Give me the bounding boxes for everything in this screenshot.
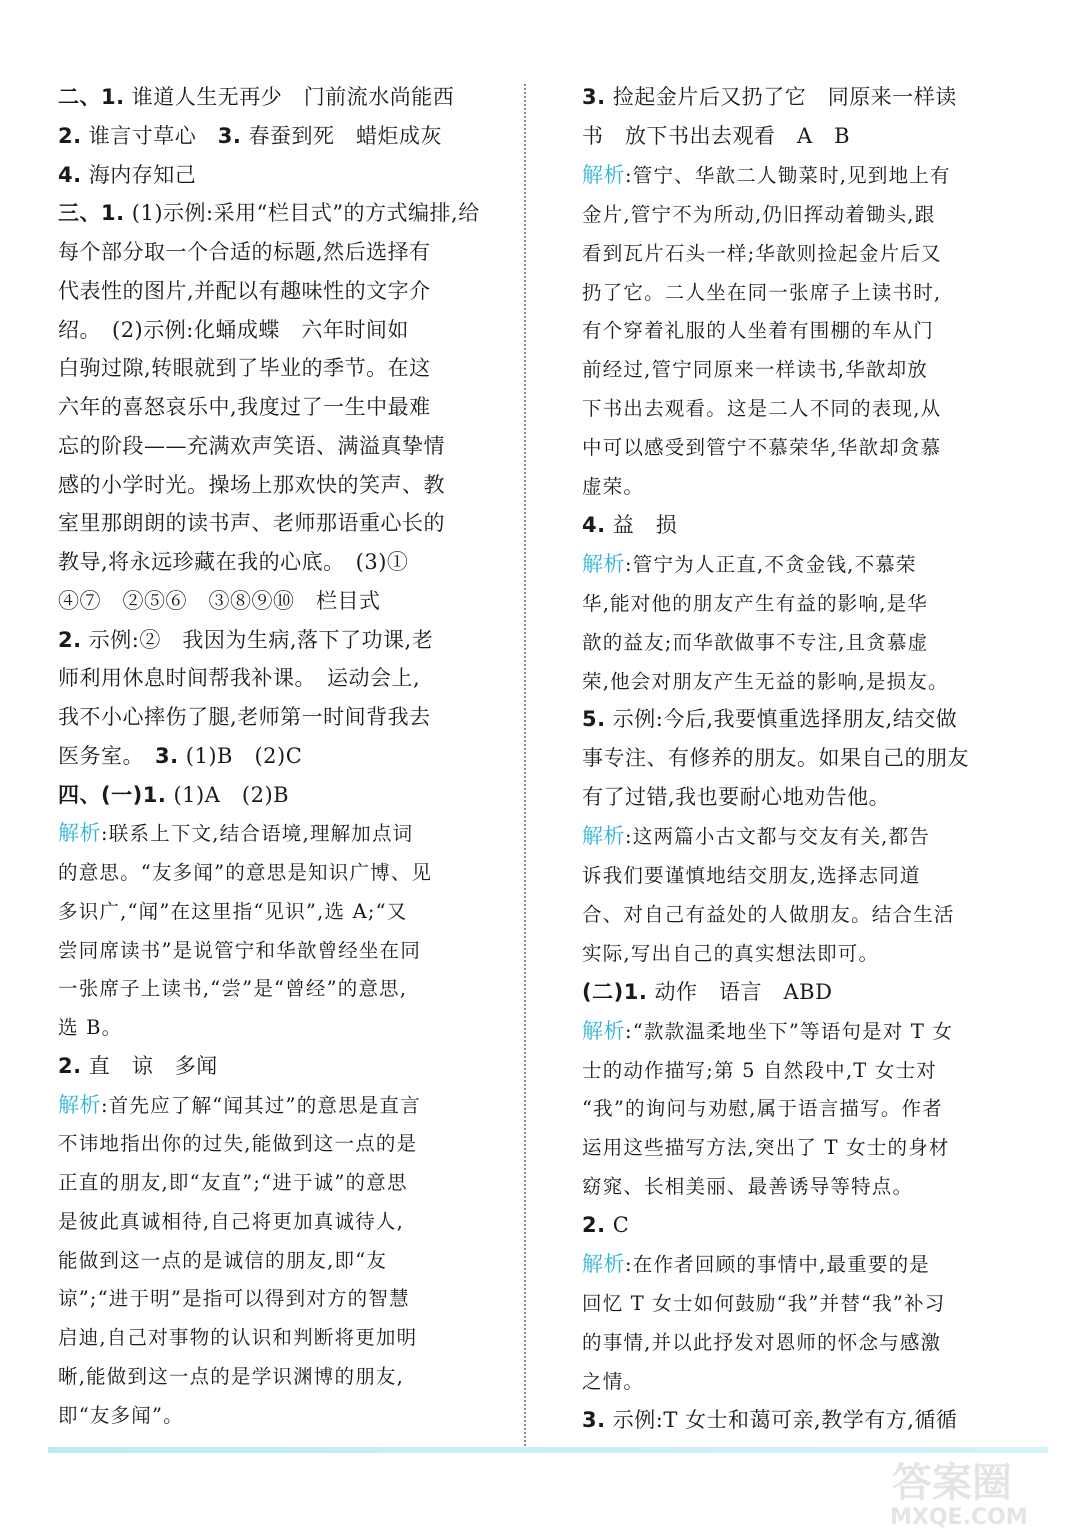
text-segment: 直 谅 多闻	[81, 1053, 218, 1078]
text-segment: (1)示例:采用“栏目式”的方式编排,给	[124, 201, 480, 226]
section-marker: 四、	[58, 782, 101, 807]
analysis-label: 解析	[582, 1018, 625, 1043]
text-line	[582, 467, 644, 506]
text-segment: 虚荣。	[582, 475, 645, 498]
text-segment: 示例:今后,我要慎重选择朋友,结交做	[605, 707, 958, 732]
text-line	[58, 311, 409, 349]
text-line	[58, 1279, 410, 1318]
question-number: 3.	[582, 1407, 606, 1432]
text-segment: 是彼此真诚相待,自己将更加真诚待人,	[58, 1209, 404, 1233]
text-line	[582, 1051, 937, 1090]
text-segment: 运用这些描写方法,突出了 T 女士的身材	[582, 1136, 950, 1160]
text-segment: :管宁为人正直,不贪金钱,不慕荣	[625, 552, 917, 576]
text-line	[58, 1357, 404, 1396]
text-segment: 每个部分取一个合适的标题,然后选择有	[58, 240, 431, 264]
question-number: 1.	[101, 85, 125, 109]
text-segment: 士的动作描写;第 5 自然段中,T 女士对	[582, 1058, 937, 1082]
column-divider	[524, 84, 526, 1446]
text-line	[58, 931, 421, 970]
text-segment: 有个穿着礼服的人坐着有围棚的车从门	[582, 319, 934, 343]
text-segment: 的事情,并以此抒发对恩师的怀念与感激	[582, 1330, 942, 1354]
text-line	[58, 737, 302, 775]
question-number: 3.	[582, 85, 606, 109]
text-segment: 我不小心摔伤了腿,老师第一时间背我去	[58, 705, 431, 729]
text-line	[58, 194, 480, 232]
text-segment: 即“友多闻”。	[58, 1403, 184, 1427]
text-segment: 正直的朋友,即“友直”;“进于诚”的意思	[58, 1171, 408, 1194]
text-segment: 荣,他会对朋友产生无益的影响,是损友。	[582, 669, 949, 693]
text-line	[58, 969, 407, 1008]
text-line	[58, 272, 431, 310]
text-segment: 代表性的图片,并配以有趣味性的文字介	[58, 278, 431, 303]
text-line	[58, 349, 431, 387]
text-segment: 回忆 T 女士如何鼓励“我”并替“我”补习	[582, 1291, 946, 1315]
text-segment: 白驹过隙,转眼就到了毕业的季节。在这	[58, 356, 431, 381]
text-line	[58, 117, 442, 155]
text-line	[582, 389, 941, 428]
text-segment: 能做到这一点的是诚信的朋友,即“友	[58, 1248, 388, 1272]
text-segment: (1)B (2)C	[178, 743, 303, 768]
text-line	[582, 1089, 943, 1128]
text-segment: 多识广,“闻”在这里指“见识”,选 A;“又	[58, 899, 408, 923]
text-segment: 扔了它。二人坐在同一张席子上读书时,	[582, 280, 942, 304]
analysis-label: 解析	[582, 551, 625, 576]
text-line	[582, 78, 957, 116]
text-segment: 医务室。	[58, 743, 155, 768]
text-segment: 春蚕到死 蜡炬成灰	[241, 123, 443, 148]
text-line	[58, 466, 445, 504]
text-segment: :管宁、华歆二人锄菜时,见到地上有	[625, 163, 951, 187]
question-number: 5.	[582, 707, 606, 732]
text-segment: :首先应了解“闻其过”的意思是直言	[101, 1093, 421, 1117]
text-segment: 室里那朗朗的读书声、老师那语重心长的	[58, 511, 445, 536]
text-line	[58, 78, 454, 116]
text-segment: 益 损	[605, 512, 678, 537]
text-segment: 下书出去观看。这是二人不同的表现,从	[582, 397, 942, 421]
text-segment: C	[605, 1213, 630, 1238]
text-line	[582, 1401, 957, 1439]
text-line	[582, 817, 930, 856]
text-line	[58, 543, 408, 581]
text-segment: 捡起金片后又扔了它 同原来一样读	[605, 85, 957, 109]
text-segment: 书 放下书出去观看 A B	[582, 123, 851, 148]
text-line	[582, 623, 928, 662]
question-number: 2.	[58, 123, 82, 148]
text-line	[58, 388, 431, 426]
text-segment: 师利用休息时间帮我补课。 运动会上,	[58, 666, 421, 691]
text-line	[58, 1047, 218, 1085]
text-line	[58, 1318, 417, 1357]
text-line	[582, 856, 921, 895]
text-line	[58, 1086, 421, 1125]
text-segment: 海内存知己	[81, 162, 197, 187]
text-segment: 启迪,自己对事物的认识和判断将更加明	[58, 1326, 418, 1349]
text-line	[582, 1128, 950, 1167]
text-line	[58, 1202, 404, 1241]
text-segment: 尝同席读书”是说管宁和华歆曾经坐在同	[58, 938, 422, 962]
text-line	[58, 698, 431, 736]
section-marker: (一)	[101, 782, 143, 807]
text-line	[582, 700, 957, 738]
text-line	[582, 156, 951, 195]
text-segment: 有了过错,我也要耐心地劝告他。	[582, 785, 891, 810]
text-segment: 忘的阶段——充满欢声笑语、满溢真挚情	[58, 433, 445, 458]
text-segment: 中可以感受到管宁不慕荣华,华歆却贪慕	[582, 436, 942, 460]
question-number: 4.	[58, 162, 82, 187]
question-number: 1.	[142, 782, 167, 807]
text-segment: 实际,写出自己的真实想法即可。	[582, 941, 880, 965]
text-line	[582, 350, 928, 389]
analysis-label: 解析	[58, 821, 101, 846]
text-segment: 合、对自己有益处的人做朋友。结合生活	[582, 902, 955, 926]
text-line	[582, 1012, 953, 1051]
text-line	[582, 1284, 945, 1323]
text-segment: 一张席子上读书,“尝”是“曾经”的意思,	[58, 977, 408, 1001]
text-line	[58, 659, 420, 697]
text-segment: 的意思。“友多闻”的意思是知识广博、见	[58, 861, 433, 884]
text-line	[58, 233, 431, 271]
text-segment: 示例:② 我因为生病,落下了功课,老	[81, 627, 434, 652]
watermark-title: 答案圈	[892, 1460, 1012, 1506]
question-number: 2.	[58, 627, 82, 652]
text-line	[58, 1124, 417, 1163]
text-line	[582, 1362, 644, 1401]
text-segment: 不讳地指出你的过失,能做到这一点的是	[58, 1132, 418, 1156]
text-line	[58, 1008, 122, 1047]
text-line	[58, 1163, 408, 1202]
analysis-label: 解析	[582, 162, 625, 187]
text-line	[582, 506, 677, 544]
text-segment: 谁言寸草心	[81, 123, 218, 148]
text-line	[582, 934, 879, 973]
text-line	[582, 117, 850, 155]
text-line	[582, 1323, 941, 1362]
text-line	[582, 1245, 930, 1284]
text-line	[58, 621, 433, 659]
text-segment: :在作者回顾的事情中,最重要的是	[625, 1253, 930, 1276]
text-line	[58, 1396, 184, 1435]
text-line	[582, 273, 941, 312]
text-segment: 绍。 (2)示例:化蛹成蝶 六年时间如	[58, 317, 409, 342]
text-line	[58, 156, 196, 194]
text-segment: 歆的益友;而华歆做事不专注,且贪慕虚	[582, 630, 929, 654]
text-line	[58, 814, 413, 853]
text-segment: ④⑦ ②⑤⑥ ③⑧⑨⑩ 栏目式	[58, 588, 381, 613]
watermark-url: MXQE.COM	[890, 1505, 1028, 1530]
text-line	[582, 584, 928, 623]
text-line	[58, 776, 289, 814]
text-line	[582, 1206, 629, 1244]
text-segment: 事专注、有修养的朋友。如果自己的朋友	[582, 746, 969, 771]
text-line	[582, 234, 942, 273]
text-line	[58, 1241, 387, 1280]
text-line	[58, 853, 432, 892]
text-segment: :联系上下文,结合语境,理解加点词	[101, 822, 414, 846]
text-line	[582, 739, 969, 777]
text-line	[58, 582, 381, 620]
text-segment: 金片,管宁不为所动,仍旧挥动着锄头,跟	[582, 202, 936, 226]
text-line	[582, 973, 832, 1011]
question-number: 2.	[58, 1053, 82, 1078]
text-segment: :“款款温柔地坐下”等语句是对 T 女	[625, 1019, 954, 1043]
text-line	[582, 428, 941, 467]
text-segment: 六年的喜怒哀乐中,我度过了一生中最难	[58, 395, 431, 419]
text-segment: 教导,将永远珍藏在我的心底。 (3)①	[58, 550, 409, 574]
text-segment: 看到瓦片石头一样;华歆则捡起金片后又	[582, 241, 942, 265]
text-line	[582, 895, 955, 934]
watermark-logo	[882, 1452, 1060, 1530]
text-line	[582, 662, 949, 701]
text-segment: 前经过,管宁同原来一样读书,华歆却放	[582, 358, 928, 382]
text-segment: 动作 语言 ABD	[647, 979, 833, 1004]
text-segment: 华,能对他的朋友产生有益的影响,是华	[582, 591, 928, 615]
text-line	[582, 545, 917, 584]
text-segment: “我”的询问与劝慰,属于语言描写。作者	[582, 1097, 943, 1121]
text-line	[582, 311, 934, 350]
text-line	[58, 892, 408, 931]
question-number: 1.	[623, 979, 648, 1004]
text-segment: 晰,能做到这一点的是学识渊博的朋友,	[58, 1364, 404, 1388]
text-segment: (1)A (2)B	[166, 782, 290, 807]
text-segment: 谁道人生无再少 门前流水尚能西	[124, 85, 455, 109]
text-segment: 谅”;“进于明”是指可以得到对方的智慧	[58, 1287, 410, 1311]
question-number: 3.	[217, 123, 242, 148]
question-number: 1.	[101, 201, 125, 226]
text-line	[58, 504, 445, 542]
section-marker: (二)	[582, 979, 624, 1004]
text-segment: 选 B。	[58, 1016, 123, 1039]
text-line	[582, 778, 890, 816]
section-marker: 三、	[58, 201, 101, 226]
question-number: 2.	[582, 1213, 606, 1238]
analysis-label: 解析	[58, 1092, 101, 1117]
text-segment: 之情。	[582, 1369, 645, 1393]
text-segment: :这两篇小古文都与交友有关,都告	[625, 825, 930, 849]
section-marker: 二、	[58, 85, 101, 109]
question-number: 4.	[582, 512, 606, 537]
text-segment: 窈窕、长相美丽、最善诱导等特点。	[582, 1175, 914, 1199]
text-line	[582, 1167, 913, 1206]
text-line	[582, 195, 935, 234]
text-segment: 示例:T 女士和蔼可亲,教学有方,循循	[605, 1407, 958, 1432]
analysis-label: 解析	[582, 1252, 625, 1276]
text-segment: 感的小学时光。操场上那欢快的笑声、教	[58, 472, 445, 497]
question-number: 3.	[155, 743, 179, 768]
text-segment: 诉我们要谨慎地结交朋友,选择志同道	[582, 864, 921, 887]
text-line	[58, 427, 445, 465]
analysis-label: 解析	[582, 824, 625, 849]
